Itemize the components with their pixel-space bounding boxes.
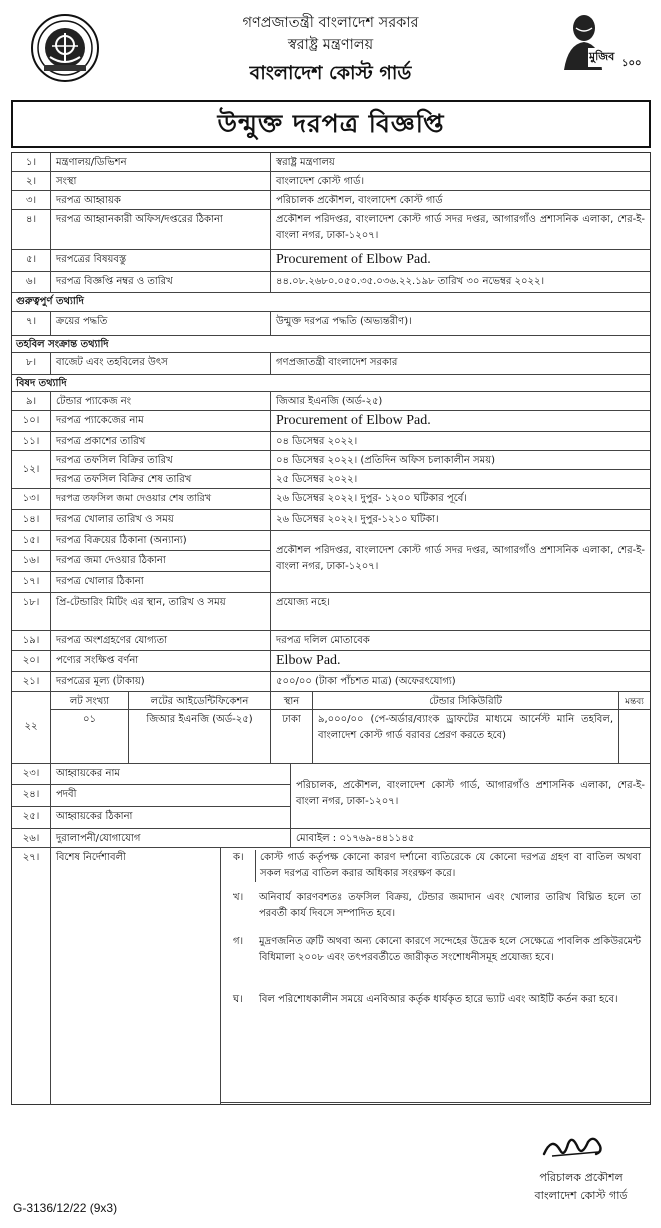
table-row	[12, 489, 650, 510]
table-row	[12, 411, 650, 432]
row-number: ২২	[24, 721, 38, 732]
table-row	[12, 672, 650, 692]
row-label: বাজেট এবং তহবিলের উৎস	[50, 353, 270, 374]
hundred-text: ১০০	[622, 58, 642, 69]
row-value: Procurement of Elbow Pad.	[270, 411, 650, 431]
row-label: দরপত্র খোলার ঠিকানা	[50, 572, 270, 593]
row-value: ৫০০/০০ (টাকা পাঁচশত মাত্র) (অফেরৎযোগ্য)	[270, 672, 650, 691]
header-line-2: স্বরাষ্ট্র মন্ত্রণালয়	[287, 37, 374, 53]
row-number: ১৯।	[22, 635, 40, 646]
table-row	[12, 510, 650, 531]
table-row	[12, 531, 650, 593]
row-value: স্বরাষ্ট্র মন্ত্রণালয়	[270, 153, 650, 171]
row-label: দরপত্র আহ্বানকারী অফিস/দপ্তরের ঠিকানা	[50, 210, 270, 249]
row-value: জিআর ইএনজি (অর্ড-২৫)	[270, 392, 650, 410]
table-row	[12, 829, 650, 848]
table-row	[12, 651, 650, 672]
row-label: সংস্থা	[50, 172, 270, 190]
row-label: দরপত্র খোলার তারিখ ও সময়	[50, 510, 270, 530]
tender-table	[11, 152, 651, 1105]
row-number: ১৩।	[22, 493, 40, 504]
row-label: আহ্বায়কের ঠিকানা	[50, 807, 290, 829]
signatory-designation: পরিচালক প্রকৌশল	[539, 1171, 623, 1184]
tender-security-value: ৯,০০০/০০ (পে-অর্ডার/ব্যাংক ড্রাফটের মাধ্যমে আর্নেস্ট মানি তহবিল, বাংলাদেশ কোস্ট গার্ড বরাবর প্রেরণ করতে হবে)	[312, 710, 618, 764]
table-row	[12, 312, 650, 336]
row-value: পরিচালক প্রকৌশল, বাংলাদেশ কোস্ট গার্ড	[270, 191, 650, 209]
row-label: দরপত্র তফসিল বিক্রির শেষ তারিখ	[50, 470, 270, 489]
row-label: দরপত্র তফসিল জমা দেওয়ার শেষ তারিখ	[50, 489, 270, 509]
row-label: দরপত্র আহ্বায়ক	[50, 191, 270, 209]
row-number: ৯।	[25, 396, 37, 407]
row-number: ১।	[25, 157, 37, 168]
row-label: দরপত্রের মূল্য (টাকায়)	[50, 672, 270, 691]
place-value: ঢাকা	[270, 710, 312, 764]
remarks-value	[618, 710, 650, 764]
row-label: দরপত্রের বিষয়বস্তু	[50, 250, 270, 271]
lot-identification-header: লটের আইডেন্টিফিকেশন	[128, 692, 270, 710]
row-value: প্রকৌশল পরিদপ্তর, বাংলাদেশ কোস্ট গার্ড সদর দপ্তর, আগারগাঁও প্রশাসনিক এলাকা, শের-ই-বাংলা নগর, ঢাকা-১২০৭।	[270, 531, 650, 592]
row-number: ১০।	[22, 415, 40, 426]
row-number: ১২।	[22, 464, 40, 475]
row-value: Elbow Pad.	[270, 651, 650, 671]
instructions-cell	[220, 848, 650, 1105]
instruction-key: খ।	[233, 892, 244, 903]
row-label: ক্রয়ের পদ্ধতি	[50, 312, 270, 335]
row-number: ২১।	[22, 676, 40, 687]
lot-count-value: ০১	[50, 710, 128, 764]
row-number: ২।	[25, 176, 37, 187]
lot-count-header: লট সংখ্যা	[50, 692, 128, 710]
advertisement-code: G-3136/12/22 (9x3)	[13, 1201, 118, 1215]
header-line-1: গণপ্রজাতন্ত্রী বাংলাদেশ সরকার	[242, 15, 419, 31]
remarks-header: মন্তব্য	[618, 692, 650, 710]
table-row	[12, 593, 650, 631]
row-number: ২০।	[22, 655, 40, 666]
row-value: ২৬ ডিসেম্বর ২০২২। দুপুর-১২১০ ঘটিকা।	[270, 510, 650, 530]
lot-identification-value: জিআর ইএনজি (অর্ড-২৫)	[128, 710, 270, 764]
row-value: ২৬ ডিসেম্বর ২০২২। দুপুর- ১২০০ ঘটিকার পূর্বে।	[270, 489, 650, 509]
table-row	[12, 353, 650, 375]
row-value: Procurement of Elbow Pad.	[270, 250, 650, 271]
row-label: দরপত্র তফসিল বিক্রির তারিখ	[50, 451, 270, 470]
table-row	[12, 272, 650, 293]
row-label: দরপত্র জমা দেওয়ার ঠিকানা	[50, 551, 270, 572]
signature-icon	[538, 1130, 610, 1162]
row-label: দরপত্র বিজ্ঞপ্তি নম্বর ও তারিখ	[50, 272, 270, 292]
row-label: পদবী	[50, 785, 290, 807]
row-label: দরপত্র বিক্রয়ের ঠিকানা (অন্যান্য)	[50, 531, 270, 551]
row-value: মোবাইল : ০১৭৬৯-৪৪১১৪৫	[290, 829, 650, 847]
table-row	[12, 764, 650, 829]
mujib-100-logo	[558, 12, 644, 74]
row-label: বিশেষ নির্দেশাবলী	[50, 848, 220, 1105]
table-row	[12, 392, 650, 411]
table-row	[12, 191, 650, 210]
row-value: ২৫ ডিসেম্বর ২০২২।	[270, 470, 650, 489]
instruction-text: অনিবার্য কারণবশতঃ তফসিল বিক্রয়, টেন্ডার জমাদান এবং খোলার তারিখ বিঘ্নিত হলে তা পরবর্তী কার্য দিবসে সম্পাদিত হবে।	[259, 892, 641, 919]
row-number: ৪।	[25, 214, 37, 225]
section-heading: বিষদ তথ্যাদি	[12, 375, 650, 392]
table-row	[12, 432, 650, 451]
row-label: মন্ত্রণালয়/ডিভিশন	[50, 153, 270, 171]
row-label: দুরালাপনী/যোগাযোগ	[50, 829, 290, 847]
instruction-text: কোস্ট গার্ড কর্তৃপক্ষ কোনো কারণ দর্শানো ব্যতিরেকে যে কোনো দরপত্র গ্রহণ বা বাতিল অথবা সকল দরপত্র বাতিল করার অধিকার সংরক্ষণ করে।	[255, 850, 641, 882]
instruction-text: বিল পরিশোধকালীন সময়ে এনবিআর কর্তৃক ধার্যকৃত হারে ভ্যাট এবং আইটি কর্তন করা হবে।	[259, 994, 618, 1005]
row-number: ১৪।	[22, 514, 40, 525]
lot-table-row	[12, 692, 650, 764]
place-header: স্থান	[270, 692, 312, 710]
table-row	[12, 210, 650, 250]
instruction-text: মুদ্রণজনিত ত্রুটি অথবা অন্য কোনো কারণে সন্দেহের উদ্রেক হলে সেক্ষেত্রে পাবলিক প্রকিউরমেন্ট বিধিমালা ২০০৮ এবং তৎপরবর্তীতে জারীকৃত সংশোধনীসমূহ প্রযোজ্য হবে।	[259, 936, 641, 963]
table-row	[12, 250, 650, 272]
row-label: পণ্যের সংক্ষিপ্ত বর্ণনা	[50, 651, 270, 671]
instruction-key: ঘ।	[233, 994, 243, 1005]
tender-security-header: টেন্ডার সিকিউরিটি	[312, 692, 618, 710]
notice-title: উন্মুক্ত দরপত্র বিজ্ঞপ্তি	[11, 100, 651, 148]
row-number: ৩।	[25, 195, 37, 206]
row-number: ২৪।	[12, 785, 50, 807]
row-number: ২৫।	[22, 811, 40, 822]
table-row	[12, 451, 650, 489]
table-row	[12, 631, 650, 651]
table-row	[12, 172, 650, 191]
mujib-text: মুজিব	[588, 48, 615, 67]
table-row	[12, 153, 650, 172]
row-number: ১৬।	[12, 551, 50, 572]
row-number: ২৭।	[22, 852, 40, 863]
row-number: ১৫।	[12, 531, 50, 551]
row-number: ৭।	[25, 316, 37, 327]
row-value: প্রকৌশল পরিদপ্তর, বাংলাদেশ কোস্ট গার্ড সদর দপ্তর, আগারগাঁও প্রশাসনিক এলাকা, শের-ই-বাংলা নগর, ঢাকা-১২০৭।	[270, 210, 650, 249]
row-number: ৮।	[25, 357, 37, 368]
row-number: ৬।	[25, 276, 37, 287]
row-number: ১৮।	[22, 597, 40, 608]
row-label: আহ্বায়কের নাম	[50, 764, 290, 785]
row-number: ৫।	[25, 254, 37, 265]
signatory-organization: বাংলাদেশ কোস্ট গার্ড	[534, 1189, 628, 1202]
row-number: ১৭।	[22, 576, 40, 587]
row-value: বাংলাদেশ কোস্ট গার্ড।	[270, 172, 650, 190]
row-value: ০৪ ডিসেম্বর ২০২২।	[270, 432, 650, 450]
instruction-key: ক।	[233, 852, 244, 863]
row-label: দরপত্র প্রকাশের তারিখ	[50, 432, 270, 450]
section-heading: গুরুত্বপুর্ণ তথ্যাদি	[12, 293, 650, 312]
row-value: ৪৪.০৮.২৬৮০.০৫০.৩৫.০৩৬.২২.১৯৮ তারিখ ৩০ নভেম্বর ২০২২।	[270, 272, 650, 292]
row-label: দরপত্র অংশগ্রহণের যোগ্যতা	[50, 631, 270, 650]
header-line-3: বাংলাদেশ কোস্ট গার্ড	[249, 62, 412, 84]
row-label: দরপত্র প্যাকেজের নাম	[50, 411, 270, 431]
row-number: ১১।	[22, 436, 40, 447]
row-label: টেন্ডার প্যাকেজ নং	[50, 392, 270, 410]
row-value: প্রযোজ্য নহে।	[270, 593, 650, 630]
table-row	[12, 848, 650, 1105]
section-heading: তহবিল সংক্রান্ত তথ্যাদি	[12, 336, 650, 353]
row-value: দরপত্র দলিল মোতাবেক	[270, 631, 650, 650]
row-value: ০৪ ডিসেম্বর ২০২২। (প্রতিদিন অফিস চলাকালীন সময়)	[270, 451, 650, 470]
row-label: প্রি-টেন্ডারিং মিটিং এর স্থান, তারিখ ও সময়	[50, 593, 270, 630]
row-value: গণপ্রজাতন্ত্রী বাংলাদেশ সরকার	[270, 353, 650, 374]
row-number: ২৬।	[22, 833, 40, 844]
row-number: ২৩।	[12, 764, 50, 785]
row-value: পরিচালক, প্রকৌশল, বাংলাদেশ কোস্ট গার্ড, আগারগাঁও প্রশাসনিক এলাকা, শের-ই-বাংলা নগর, ঢাকা-১২০৭।	[290, 764, 650, 828]
header	[0, 0, 661, 100]
instruction-key: গ।	[233, 936, 244, 947]
row-value: উন্মুক্ত দরপত্র পদ্ধতি (অভ্যন্তরীণ)।	[270, 312, 650, 335]
